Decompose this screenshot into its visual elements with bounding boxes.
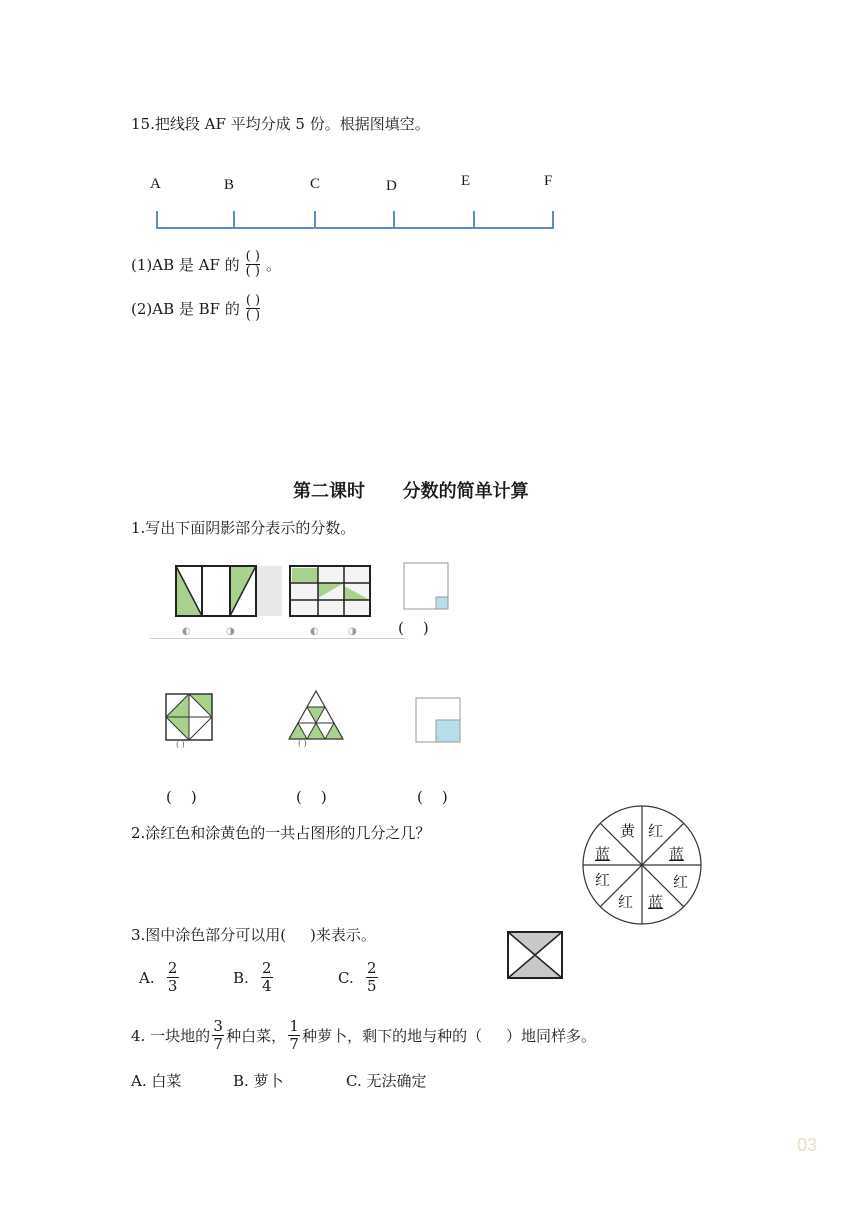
svg-text:( ): ( ): [298, 739, 307, 748]
fraction-blank[interactable]: [246, 250, 260, 279]
wheel-label-red: 红: [648, 822, 664, 840]
numerator-blank[interactable]: ( ): [245, 293, 261, 308]
denominator: 7: [289, 1035, 299, 1053]
q3-option-c[interactable]: [338, 960, 380, 995]
wheel-label-blue: 蓝: [669, 845, 685, 863]
wheel-label-red: 红: [673, 873, 689, 891]
q15-line2-prefix: (2)AB 是 BF 的: [131, 300, 240, 318]
answer-blank-3[interactable]: ( ): [296, 788, 327, 806]
numerator: 2: [366, 959, 377, 977]
point-label-e: E: [461, 173, 471, 189]
q15-line1: [131, 250, 281, 279]
numerator: 2: [167, 959, 178, 977]
color-wheel-diagram: [580, 804, 704, 928]
q4-mid: 种白菜，: [226, 1027, 287, 1045]
svg-text:( ): ( ): [176, 740, 185, 748]
q3-option-b[interactable]: [233, 960, 275, 995]
q4-option-c[interactable]: C. 无法确定: [346, 1072, 427, 1090]
denominator: 5: [366, 977, 377, 995]
option-fraction: [366, 960, 378, 995]
svg-text:◑: ◑: [226, 626, 235, 637]
svg-text:◑: ◑: [348, 626, 357, 637]
point-label-a: A: [150, 176, 161, 192]
figure-rect-thirds: [150, 560, 410, 642]
q3-title: 3.图中涂色部分可以用( )来表示。: [131, 926, 376, 944]
q15-line2: [131, 294, 266, 323]
q15-line1-suffix: 。: [265, 256, 281, 274]
q4-option-a[interactable]: A. 白菜: [131, 1072, 182, 1090]
point-label-b: B: [224, 177, 235, 193]
point-label-c: C: [310, 176, 321, 192]
q1-title: 1.写出下面阴影部分表示的分数。: [131, 519, 356, 537]
answer-blank-1[interactable]: ( ): [398, 619, 429, 637]
figure-square-x: [506, 930, 564, 982]
numerator: 2: [262, 959, 272, 977]
option-label: C.: [338, 968, 354, 987]
q4-question: [131, 1018, 596, 1053]
answer-blank-4[interactable]: ( ): [417, 788, 448, 806]
svg-text:◐: ◐: [182, 626, 191, 637]
q2-title: 2.涂红色和涂黄色的一共占图形的几分之几？: [131, 824, 431, 842]
denominator: 4: [262, 977, 272, 995]
fraction-one-seventh: [288, 1018, 300, 1053]
wheel-label-red: 红: [618, 893, 634, 911]
segment-af-diagram: [150, 205, 560, 235]
denominator: 7: [213, 1035, 223, 1053]
wheel-label-blue: 蓝: [595, 845, 611, 863]
wheel-label-red: 红: [595, 871, 611, 889]
numerator-blank[interactable]: ( ): [245, 249, 260, 264]
point-label-f: F: [544, 173, 553, 189]
figure-square-triangles: [164, 692, 216, 748]
denominator-blank[interactable]: ( ): [245, 308, 261, 323]
q15-title: 15.把线段 AF 平均分成 5 份。根据图填空。: [131, 115, 430, 133]
option-fraction: [261, 960, 273, 995]
option-fraction: [167, 960, 179, 995]
answer-blank-2[interactable]: ( ): [166, 788, 197, 806]
wheel-label-yellow: 黄: [620, 822, 636, 840]
page-number: 03: [797, 1135, 818, 1155]
denominator-blank[interactable]: ( ): [245, 264, 260, 279]
wheel-label-blue: 蓝: [648, 893, 664, 911]
numerator: 1: [289, 1017, 299, 1035]
q4-prefix: 4. 一块地的: [131, 1027, 211, 1045]
q15-line1-prefix: (1)AB 是 AF 的: [131, 256, 240, 274]
option-label: A.: [139, 968, 155, 987]
fraction-blank[interactable]: [246, 294, 260, 323]
section-title: 第二课时 分数的简单计算: [293, 481, 529, 502]
q4-suffix: 种萝卜，剩下的地与种的（ ）地同样多。: [302, 1027, 596, 1045]
figure-square-corner: [402, 561, 450, 611]
q4-option-b[interactable]: B. 萝卜: [233, 1072, 284, 1090]
q3-option-a[interactable]: [139, 960, 181, 995]
svg-text:◐: ◐: [310, 626, 319, 637]
figure-triangle-grid: [286, 688, 348, 748]
numerator: 3: [213, 1017, 223, 1035]
fraction-three-sevenths: [212, 1018, 224, 1053]
figure-square-quarter: [414, 696, 462, 746]
point-label-d: D: [386, 178, 397, 194]
denominator: 3: [167, 977, 178, 995]
option-label: B.: [233, 968, 249, 987]
